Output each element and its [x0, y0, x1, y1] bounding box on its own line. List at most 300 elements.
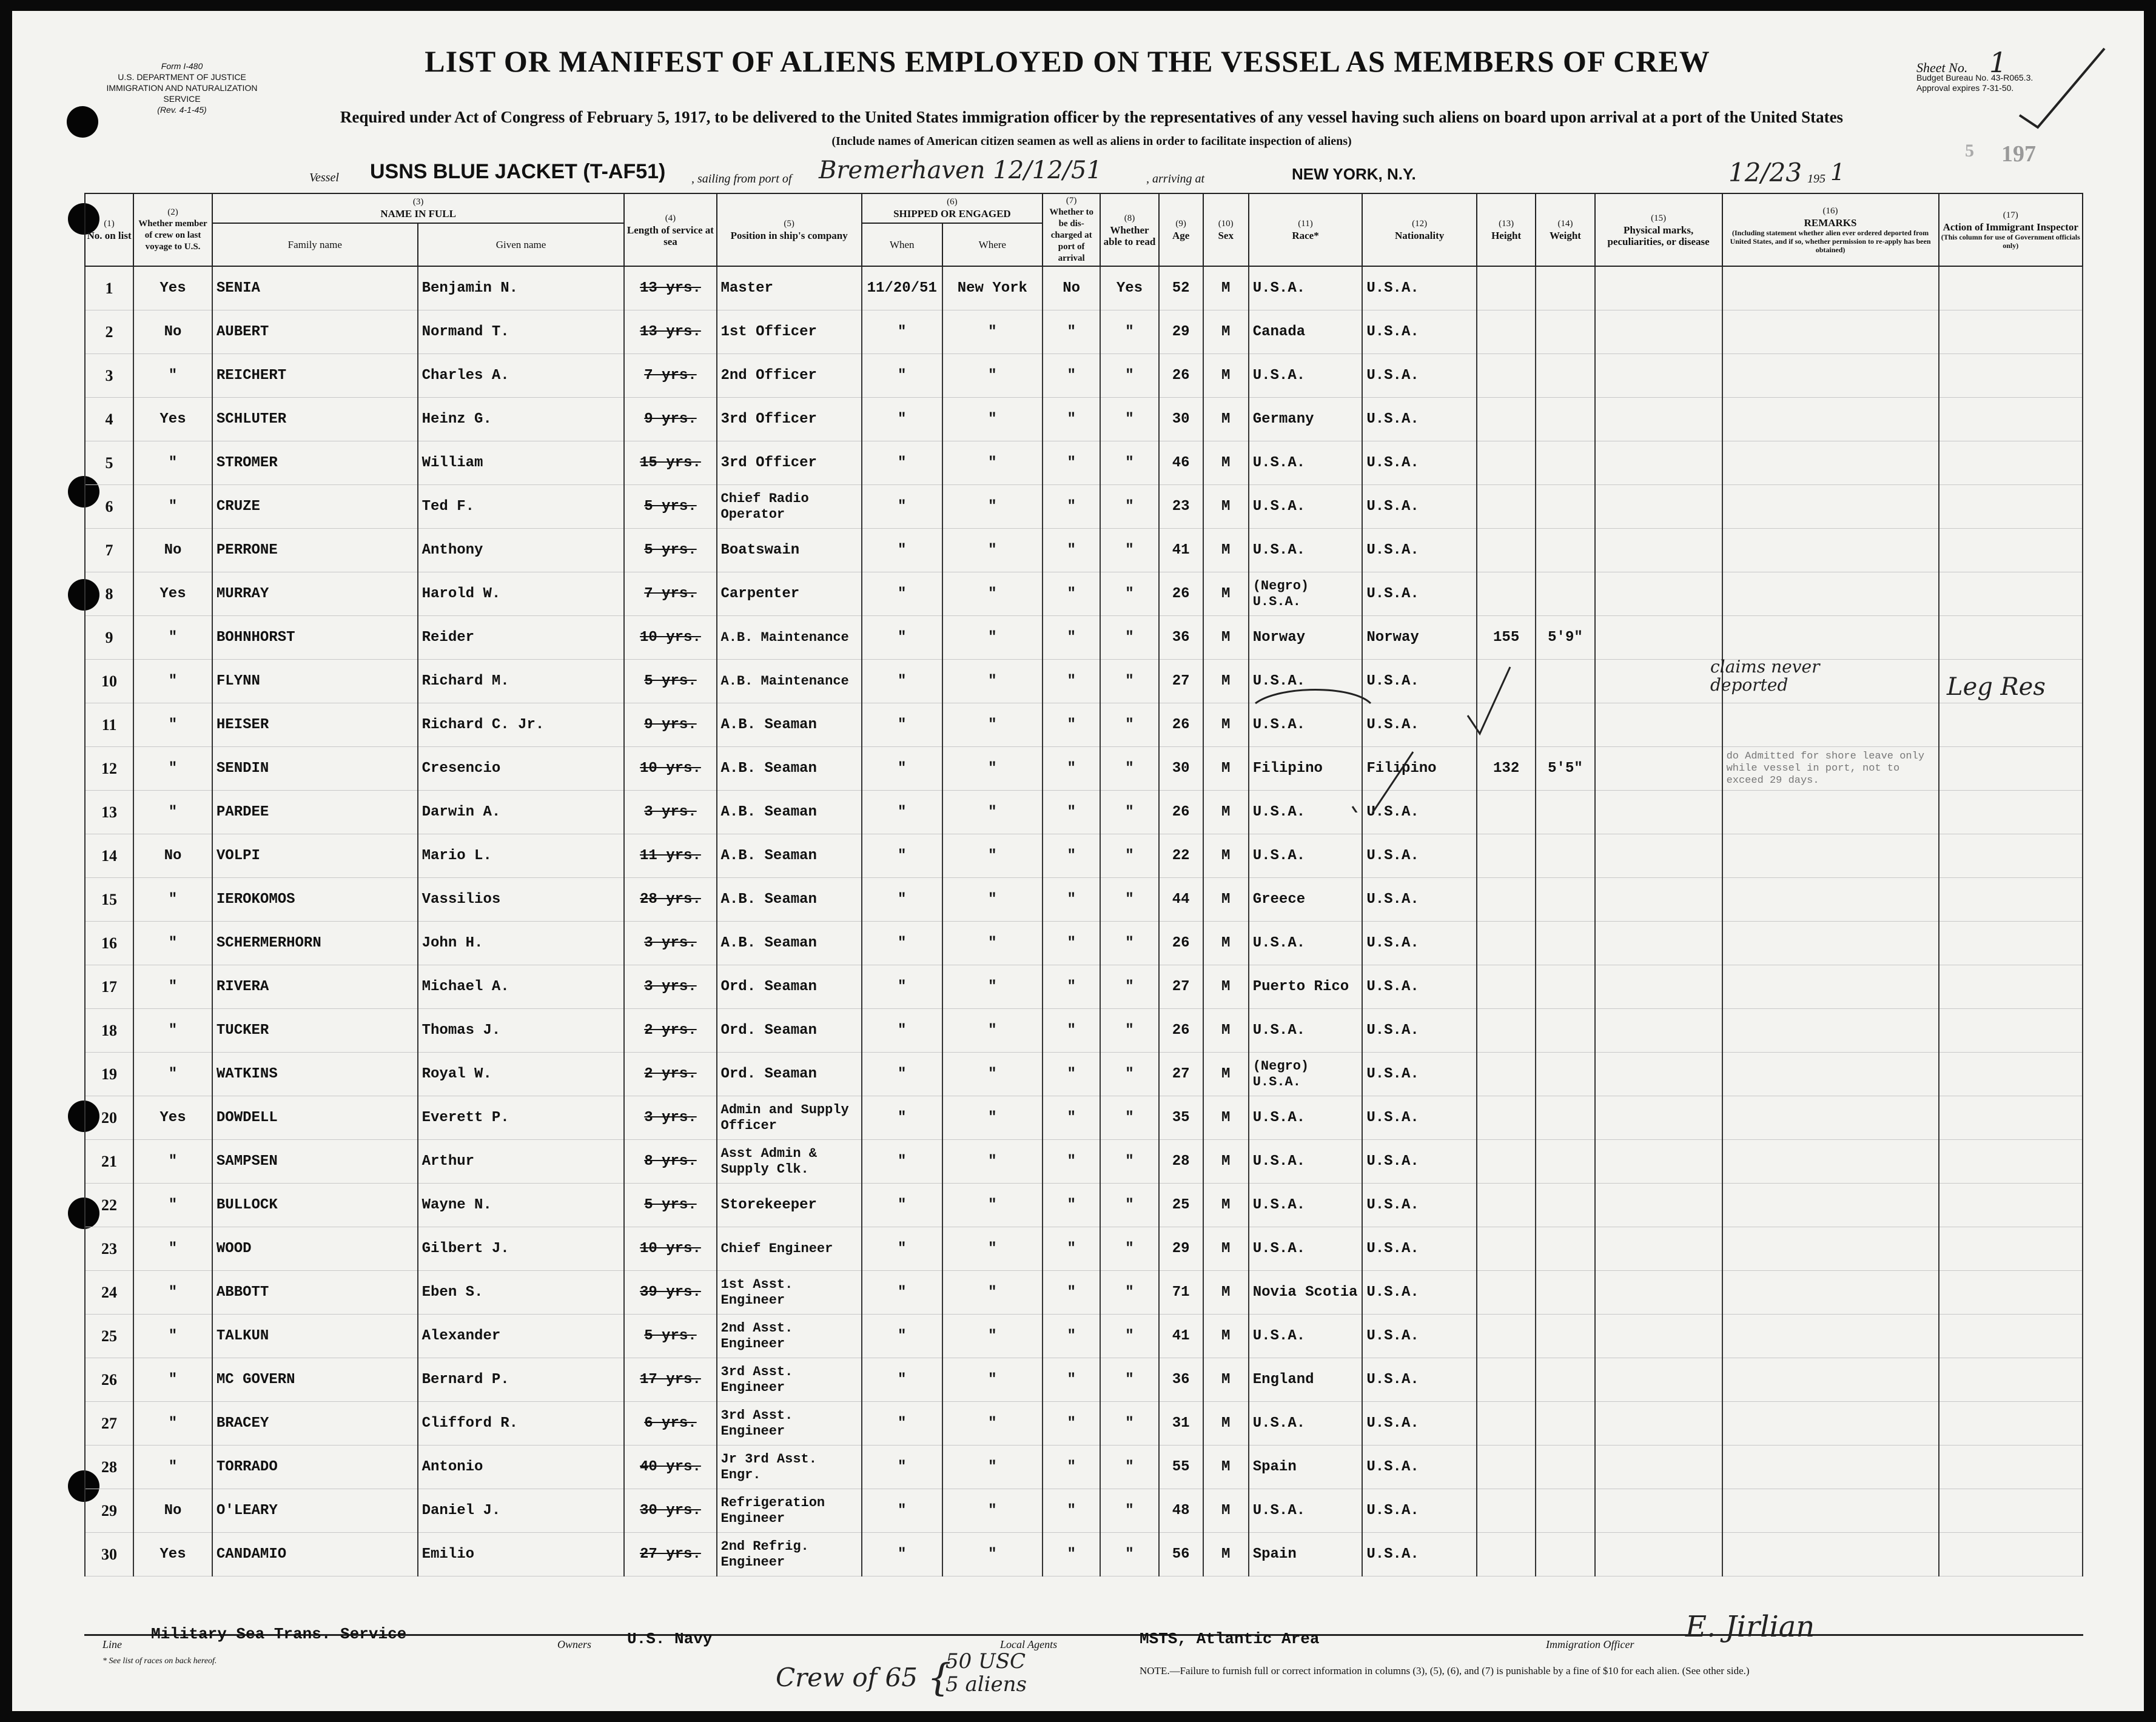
- cell-position: A.B. Seaman: [717, 747, 862, 791]
- cell-nationality: U.S.A.: [1362, 1271, 1477, 1315]
- cell-row-number: 29: [85, 1489, 133, 1533]
- cell-race: U.S.A.: [1249, 922, 1363, 965]
- cell-shipped-where: ": [942, 878, 1043, 922]
- cell-able-to-read: ": [1100, 1446, 1158, 1489]
- cell-given-name: Emilio: [418, 1533, 625, 1576]
- cell-prev-voyage: Yes: [133, 266, 212, 310]
- table-row: [85, 616, 2083, 660]
- cell-shipped-when: ": [862, 1533, 942, 1576]
- cell-given-name: Harold W.: [418, 572, 625, 616]
- cell-inspector-action: [1939, 1271, 2083, 1315]
- col-header-height: (13) Height: [1477, 193, 1536, 266]
- cell-weight: [1536, 1315, 1594, 1358]
- cell-able-to-read: ": [1100, 965, 1158, 1009]
- cell-shipped-when: ": [862, 441, 942, 485]
- cell-weight: [1536, 1009, 1594, 1053]
- cell-row-number: 21: [85, 1140, 133, 1184]
- cell-age: 52: [1159, 266, 1203, 310]
- cell-sex: M: [1203, 1358, 1249, 1402]
- cell-shipped-where: ": [942, 572, 1043, 616]
- cell-remarks: [1722, 441, 1939, 485]
- cell-row-number: 3: [85, 354, 133, 398]
- cell-shipped-where: ": [942, 1009, 1043, 1053]
- cell-discharged: ": [1043, 1096, 1100, 1140]
- cell-inspector-action: [1939, 1184, 2083, 1227]
- cell-discharged: ": [1043, 1184, 1100, 1227]
- cell-prev-voyage: ": [133, 791, 212, 834]
- cell-age: 26: [1159, 1009, 1203, 1053]
- cell-remarks: [1722, 1184, 1939, 1227]
- cell-height: 155: [1477, 616, 1536, 660]
- cell-shipped-where: ": [942, 1533, 1043, 1576]
- cell-age: 35: [1159, 1096, 1203, 1140]
- cell-discharged: ": [1043, 441, 1100, 485]
- agents-value: MSTS, Atlantic Area: [1140, 1630, 1320, 1648]
- owners-label: Owners: [557, 1638, 592, 1650]
- cell-given-name: Heinz G.: [418, 398, 625, 441]
- cell-inspector-action: [1939, 1315, 2083, 1358]
- cell-given-name: Richard C. Jr.: [418, 703, 625, 747]
- cell-row-number: 18: [85, 1009, 133, 1053]
- cell-race: U.S.A.: [1249, 834, 1363, 878]
- cell-remarks: [1722, 398, 1939, 441]
- cell-prev-voyage: No: [133, 1489, 212, 1533]
- cell-given-name: John H.: [418, 922, 625, 965]
- table-row: [85, 354, 2083, 398]
- cell-shipped-where: ": [942, 703, 1043, 747]
- cell-length-of-service: 2 yrs.: [624, 1053, 716, 1096]
- col-header-remarks: (16) REMARKS (Including statement whether alien ever ordered deported from United States, and if so, whether permission to re-apply has been obtained): [1722, 193, 1939, 266]
- cell-shipped-when: ": [862, 878, 942, 922]
- cell-shipped-when: ": [862, 1009, 942, 1053]
- cell-position: Ord. Seaman: [717, 965, 862, 1009]
- cell-family-name: TALKUN: [212, 1315, 418, 1358]
- cell-family-name: CANDAMIO: [212, 1533, 418, 1576]
- cell-nationality: U.S.A.: [1362, 398, 1477, 441]
- cell-age: 30: [1159, 398, 1203, 441]
- col-header-action: (17) Action of Immigrant Inspector (This column for use of Government officials only): [1939, 193, 2083, 266]
- cell-family-name: AUBERT: [212, 310, 418, 354]
- cell-position: A.B. Maintenance: [717, 660, 862, 703]
- cell-row-number: 11: [85, 703, 133, 747]
- cell-given-name: Cresencio: [418, 747, 625, 791]
- cell-position: 1st Asst. Engineer: [717, 1271, 862, 1315]
- cell-physical-marks: [1595, 1227, 1722, 1271]
- cell-row-number: 9: [85, 616, 133, 660]
- cell-row-number: 6: [85, 485, 133, 529]
- cell-height: [1477, 922, 1536, 965]
- col-header-discharged: (7) Whether to be dis-charged at port of arrival: [1043, 193, 1100, 266]
- cell-shipped-where: ": [942, 485, 1043, 529]
- cell-age: 27: [1159, 1053, 1203, 1096]
- cell-given-name: Everett P.: [418, 1096, 625, 1140]
- cell-weight: [1536, 354, 1594, 398]
- cell-position: A.B. Seaman: [717, 878, 862, 922]
- cell-able-to-read: ": [1100, 660, 1158, 703]
- cell-inspector-action: [1939, 1402, 2083, 1446]
- cell-position: Boatswain: [717, 529, 862, 572]
- cell-height: [1477, 1184, 1536, 1227]
- cell-race: Spain: [1249, 1533, 1363, 1576]
- cell-family-name: SAMPSEN: [212, 1140, 418, 1184]
- cell-race: U.S.A.: [1249, 529, 1363, 572]
- cell-length-of-service: 10 yrs.: [624, 747, 716, 791]
- cell-row-number: 17: [85, 965, 133, 1009]
- cell-family-name: RIVERA: [212, 965, 418, 1009]
- cell-length-of-service: 7 yrs.: [624, 572, 716, 616]
- cell-remarks: [1722, 878, 1939, 922]
- cell-able-to-read: ": [1100, 485, 1158, 529]
- cell-able-to-read: ": [1100, 878, 1158, 922]
- cell-shipped-where: ": [942, 529, 1043, 572]
- cell-family-name: SCHLUTER: [212, 398, 418, 441]
- cell-position: Refrigeration Engineer: [717, 1489, 862, 1533]
- cell-family-name: SCHERMERHORN: [212, 922, 418, 965]
- cell-row-number: 12: [85, 747, 133, 791]
- cell-age: 44: [1159, 878, 1203, 922]
- cell-family-name: SENIA: [212, 266, 418, 310]
- cell-physical-marks: [1595, 1096, 1722, 1140]
- cell-physical-marks: [1595, 1009, 1722, 1053]
- table-row: [85, 485, 2083, 529]
- cell-nationality: U.S.A.: [1362, 922, 1477, 965]
- cell-weight: [1536, 922, 1594, 965]
- cell-row-number: 7: [85, 529, 133, 572]
- cell-position: 1st Officer: [717, 310, 862, 354]
- form-dept: U.S. DEPARTMENT OF JUSTICE: [118, 72, 246, 82]
- cell-height: [1477, 398, 1536, 441]
- cell-able-to-read: ": [1100, 1227, 1158, 1271]
- cell-length-of-service: 39 yrs.: [624, 1271, 716, 1315]
- cell-row-number: 14: [85, 834, 133, 878]
- cell-given-name: Alexander: [418, 1315, 625, 1358]
- cell-position: Asst Admin & Supply Clk.: [717, 1140, 862, 1184]
- cell-nationality: U.S.A.: [1362, 1358, 1477, 1402]
- cell-race: U.S.A.: [1249, 1315, 1363, 1358]
- cell-sex: M: [1203, 703, 1249, 747]
- cell-row-number: 1: [85, 266, 133, 310]
- cell-nationality: U.S.A.: [1362, 791, 1477, 834]
- cell-row-number: 30: [85, 1533, 133, 1576]
- vessel-name: USNS BLUE JACKET (T-AF51): [370, 160, 666, 183]
- cell-shipped-when: ": [862, 1096, 942, 1140]
- cell-race: Novia Scotia: [1249, 1271, 1363, 1315]
- table-row: [85, 1402, 2083, 1446]
- cell-height: [1477, 1009, 1536, 1053]
- cell-inspector-action: [1939, 922, 2083, 965]
- cell-physical-marks: [1595, 485, 1722, 529]
- cell-shipped-when: ": [862, 791, 942, 834]
- cell-height: [1477, 310, 1536, 354]
- table-row: [85, 1358, 2083, 1402]
- cell-shipped-when: ": [862, 1315, 942, 1358]
- cell-weight: [1536, 529, 1594, 572]
- cell-height: [1477, 266, 1536, 310]
- table-row: [85, 1140, 2083, 1184]
- cell-weight: [1536, 1184, 1594, 1227]
- cell-shipped-where: ": [942, 441, 1043, 485]
- col-header-shipped: (6) SHIPPED OR ENGAGED: [862, 193, 1043, 223]
- cell-row-number: 25: [85, 1315, 133, 1358]
- cell-shipped-where: ": [942, 310, 1043, 354]
- cell-shipped-when: ": [862, 529, 942, 572]
- budget-bureau: Budget Bureau No. 43-R065.3.: [1916, 73, 2033, 82]
- cell-race: U.S.A.: [1249, 1184, 1363, 1227]
- cell-able-to-read: ": [1100, 1315, 1158, 1358]
- cell-discharged: ": [1043, 572, 1100, 616]
- cell-race: U.S.A.: [1249, 1402, 1363, 1446]
- cell-family-name: ABBOTT: [212, 1271, 418, 1315]
- table-row: [85, 791, 2083, 834]
- sailing-label: , sailing from port of: [691, 172, 792, 186]
- cell-discharged: ": [1043, 616, 1100, 660]
- cell-shipped-where: ": [942, 616, 1043, 660]
- cell-position: Admin and Supply Officer: [717, 1096, 862, 1140]
- cell-weight: [1536, 398, 1594, 441]
- cell-physical-marks: [1595, 878, 1722, 922]
- cell-physical-marks: [1595, 354, 1722, 398]
- col-header-name: (3) NAME IN FULL: [212, 193, 624, 223]
- cell-prev-voyage: ": [133, 660, 212, 703]
- cell-inspector-action: [1939, 965, 2083, 1009]
- cell-prev-voyage: ": [133, 1271, 212, 1315]
- cell-age: 41: [1159, 1315, 1203, 1358]
- cell-inspector-action: [1939, 703, 2083, 747]
- handwritten-remark-9: claims never deported: [1710, 657, 1820, 695]
- cell-nationality: U.S.A.: [1362, 1315, 1477, 1358]
- cell-position: Master: [717, 266, 862, 310]
- cell-family-name: BRACEY: [212, 1402, 418, 1446]
- cell-nationality: U.S.A.: [1362, 310, 1477, 354]
- cell-given-name: Gilbert J.: [418, 1227, 625, 1271]
- cell-weight: [1536, 1446, 1594, 1489]
- cell-given-name: Bernard P.: [418, 1358, 625, 1402]
- cell-sex: M: [1203, 529, 1249, 572]
- cell-length-of-service: 7 yrs.: [624, 354, 716, 398]
- cell-row-number: 15: [85, 878, 133, 922]
- cell-length-of-service: 13 yrs.: [624, 310, 716, 354]
- cell-shipped-where: ": [942, 398, 1043, 441]
- cell-sex: M: [1203, 1227, 1249, 1271]
- cell-weight: [1536, 1227, 1594, 1271]
- cell-prev-voyage: Yes: [133, 572, 212, 616]
- cell-given-name: Mario L.: [418, 834, 625, 878]
- cell-shipped-when: 11/20/51: [862, 266, 942, 310]
- cell-inspector-action: [1939, 1446, 2083, 1489]
- cell-given-name: Daniel J.: [418, 1489, 625, 1533]
- cell-able-to-read: ": [1100, 441, 1158, 485]
- cell-sex: M: [1203, 747, 1249, 791]
- arrival-date: 12/23: [1728, 158, 1802, 187]
- cell-shipped-when: ": [862, 398, 942, 441]
- cell-physical-marks: [1595, 398, 1722, 441]
- cell-length-of-service: 9 yrs.: [624, 398, 716, 441]
- cell-nationality: Filipino: [1362, 747, 1477, 791]
- cell-prev-voyage: ": [133, 1227, 212, 1271]
- cell-shipped-when: ": [862, 616, 942, 660]
- form-info: [103, 61, 261, 115]
- cell-sex: M: [1203, 441, 1249, 485]
- cell-weight: [1536, 485, 1594, 529]
- cell-age: 27: [1159, 965, 1203, 1009]
- col-header-weight: (14) Weight: [1536, 193, 1594, 266]
- cell-family-name: TORRADO: [212, 1446, 418, 1489]
- cell-family-name: SENDIN: [212, 747, 418, 791]
- cell-nationality: U.S.A.: [1362, 878, 1477, 922]
- cell-inspector-action: [1939, 1489, 2083, 1533]
- cell-position: A.B. Seaman: [717, 703, 862, 747]
- cell-height: [1477, 354, 1536, 398]
- cell-physical-marks: [1595, 834, 1722, 878]
- cell-inspector-action: [1939, 1009, 2083, 1053]
- cell-remarks: [1722, 1402, 1939, 1446]
- cell-prev-voyage: ": [133, 1402, 212, 1446]
- handwritten-action-9: Leg Res: [1947, 673, 2046, 701]
- cell-family-name: PERRONE: [212, 529, 418, 572]
- cell-nationality: U.S.A.: [1362, 1489, 1477, 1533]
- cell-inspector-action: [1939, 1533, 2083, 1576]
- arriving-port: NEW YORK, N.Y.: [1292, 165, 1416, 183]
- cell-race: U.S.A.: [1249, 1227, 1363, 1271]
- page-subtitle-note: (Include names of American citizen seamen as well as aliens in order to facilitate inspection of aliens): [831, 135, 1352, 148]
- cell-given-name: Darwin A.: [418, 791, 625, 834]
- cell-discharged: ": [1043, 791, 1100, 834]
- table-row: [85, 747, 2083, 791]
- cell-sex: M: [1203, 1533, 1249, 1576]
- cell-position: 3rd Asst. Engineer: [717, 1358, 862, 1402]
- col-header-when: When: [862, 223, 942, 266]
- cell-given-name: Royal W.: [418, 1053, 625, 1096]
- cell-age: 22: [1159, 834, 1203, 878]
- cell-nationality: U.S.A.: [1362, 485, 1477, 529]
- races-note: * See list of races on back hereof.: [102, 1657, 217, 1666]
- cell-remarks: [1722, 310, 1939, 354]
- cell-age: 23: [1159, 485, 1203, 529]
- cell-height: [1477, 1053, 1536, 1096]
- cell-race: U.S.A.: [1249, 266, 1363, 310]
- cell-discharged: ": [1043, 1358, 1100, 1402]
- cell-row-number: 4: [85, 398, 133, 441]
- cell-age: 46: [1159, 441, 1203, 485]
- crew-note-usc: 50 USC: [945, 1649, 1026, 1673]
- cell-position: 3rd Officer: [717, 398, 862, 441]
- cell-race: Canada: [1249, 310, 1363, 354]
- cell-discharged: ": [1043, 660, 1100, 703]
- cell-nationality: U.S.A.: [1362, 703, 1477, 747]
- cell-prev-voyage: ": [133, 1053, 212, 1096]
- cell-position: A.B. Seaman: [717, 922, 862, 965]
- cell-race: U.S.A.: [1249, 441, 1363, 485]
- cell-length-of-service: 6 yrs.: [624, 1402, 716, 1446]
- cell-nationality: U.S.A.: [1362, 660, 1477, 703]
- handwritten-checks: [1243, 631, 1577, 812]
- cell-height: [1477, 1271, 1536, 1315]
- cell-prev-voyage: Yes: [133, 1096, 212, 1140]
- page-subtitle: Required under Act of Congress of February 5, 1917, to be delivered to the United States immigration officer by the representatives of any vessel having such aliens on board upon arrival at a port of the United States: [340, 108, 1844, 126]
- cell-given-name: Wayne N.: [418, 1184, 625, 1227]
- col-header-race: (11) Race*: [1249, 193, 1363, 266]
- cell-given-name: Anthony: [418, 529, 625, 572]
- cell-discharged: ": [1043, 354, 1100, 398]
- cell-row-number: 24: [85, 1271, 133, 1315]
- cell-inspector-action: [1939, 398, 2083, 441]
- cell-position: Ord. Seaman: [717, 1009, 862, 1053]
- cell-shipped-where: ": [942, 834, 1043, 878]
- cell-physical-marks: [1595, 660, 1722, 703]
- table-row: [85, 1096, 2083, 1140]
- cell-shipped-where: ": [942, 747, 1043, 791]
- table-row: [85, 310, 2083, 354]
- cell-age: 30: [1159, 747, 1203, 791]
- cell-length-of-service: 5 yrs.: [624, 1184, 716, 1227]
- table-row: [85, 1227, 2083, 1271]
- cell-position: A.B. Seaman: [717, 834, 862, 878]
- cell-height: [1477, 1402, 1536, 1446]
- cell-prev-voyage: No: [133, 529, 212, 572]
- cell-inspector-action: [1939, 485, 2083, 529]
- cell-race: U.S.A.: [1249, 791, 1363, 834]
- cell-prev-voyage: ": [133, 1140, 212, 1184]
- cell-row-number: 27: [85, 1402, 133, 1446]
- cell-remarks: [1722, 485, 1939, 529]
- cell-prev-voyage: ": [133, 703, 212, 747]
- cell-inspector-action: [1939, 1096, 2083, 1140]
- arriving-label: , arriving at: [1146, 172, 1205, 186]
- cell-given-name: Richard M.: [418, 660, 625, 703]
- cell-physical-marks: [1595, 965, 1722, 1009]
- cell-position: A.B. Seaman: [717, 791, 862, 834]
- cell-physical-marks: [1595, 1446, 1722, 1489]
- cell-family-name: STROMER: [212, 441, 418, 485]
- cell-age: 36: [1159, 1358, 1203, 1402]
- cell-inspector-action: [1939, 1227, 2083, 1271]
- col-header-read: (8) Whether able to read: [1100, 193, 1158, 266]
- cell-prev-voyage: ": [133, 965, 212, 1009]
- cell-length-of-service: 28 yrs.: [624, 878, 716, 922]
- col-header-family: Family name: [212, 223, 418, 266]
- cell-discharged: ": [1043, 965, 1100, 1009]
- cell-discharged: ": [1043, 1271, 1100, 1315]
- cell-family-name: BULLOCK: [212, 1184, 418, 1227]
- cell-shipped-where: ": [942, 1271, 1043, 1315]
- cell-discharged: No: [1043, 266, 1100, 310]
- cell-race: U.S.A.: [1249, 485, 1363, 529]
- cell-row-number: 16: [85, 922, 133, 965]
- cell-position: Jr 3rd Asst. Engr.: [717, 1446, 862, 1489]
- cell-race: U.S.A.: [1249, 1096, 1363, 1140]
- cell-row-number: 2: [85, 310, 133, 354]
- cell-shipped-when: ": [862, 1446, 942, 1489]
- cell-able-to-read: ": [1100, 354, 1158, 398]
- cell-nationality: U.S.A.: [1362, 529, 1477, 572]
- cell-family-name: MC GOVERN: [212, 1358, 418, 1402]
- cell-family-name: MURRAY: [212, 572, 418, 616]
- cell-weight: 5'9": [1536, 616, 1594, 660]
- cell-remarks: do Admitted for shore leave only while vessel in port, not to exceed 29 days.: [1722, 747, 1939, 791]
- cell-inspector-action: [1939, 1140, 2083, 1184]
- cell-discharged: ": [1043, 1402, 1100, 1446]
- cell-physical-marks: [1595, 747, 1722, 791]
- cell-remarks: [1722, 1009, 1939, 1053]
- cell-height: [1477, 1446, 1536, 1489]
- cell-shipped-where: ": [942, 354, 1043, 398]
- cell-weight: [1536, 878, 1594, 922]
- cell-family-name: VOLPI: [212, 834, 418, 878]
- sailing-port: Bremerhaven 12/12/51: [819, 156, 1102, 184]
- cell-race: England: [1249, 1358, 1363, 1402]
- cell-height: [1477, 1140, 1536, 1184]
- cell-able-to-read: ": [1100, 747, 1158, 791]
